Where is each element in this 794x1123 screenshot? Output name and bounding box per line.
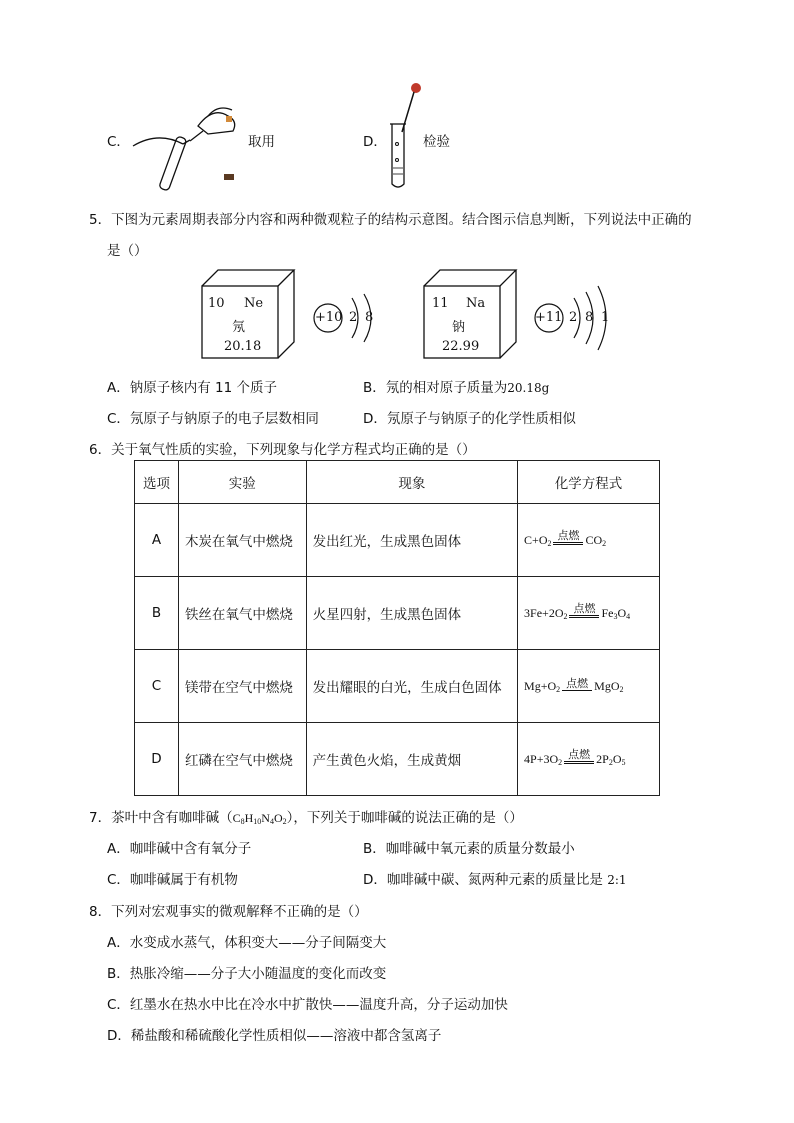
row-experiment: 铁丝在氧气中燃烧: [178, 577, 306, 650]
na-shell-3: 1: [601, 310, 610, 325]
row-equation: C+O $_2$ 点燃 CO $_2$: [518, 504, 660, 577]
row-option: C: [135, 650, 179, 723]
na-atomic-number: 11: [432, 296, 449, 311]
pouring-solid-illustration: [128, 96, 248, 192]
na-atomic-mass: 22.99: [442, 339, 480, 354]
q6-stem: 6．关于氧气性质的实验，下列现象与化学方程式均正确的是（）: [89, 442, 476, 458]
header-option: 选项: [135, 461, 179, 504]
table-row: [135, 650, 660, 723]
ne-name: 氖: [232, 320, 246, 335]
row-equation: 3Fe+2O $_2$ 点燃 Fe $_3$ O $_4$: [518, 577, 660, 650]
q5-option-c: C．氖原子与钠原子的电子层数相同: [107, 411, 319, 427]
q5-option-a: A．钠原子核内有 11 个质子: [107, 380, 277, 396]
table-row: [135, 504, 660, 577]
ne-atomic-mass: 20.18: [224, 339, 262, 354]
q7-option-c: C．咖啡碱属于有机物: [107, 872, 238, 888]
q7-option-b: B．咖啡碱中氧元素的质量分数最小: [363, 841, 575, 857]
q4-option-d-letter: D．: [363, 134, 387, 150]
row-option: D: [135, 723, 179, 796]
q5-option-b: B．氖的相对原子质量为20.18g: [363, 380, 550, 396]
table-header-row: [135, 461, 660, 504]
row-experiment: 镁带在空气中燃烧: [178, 650, 306, 723]
row-option: B: [135, 577, 179, 650]
row-experiment: 红磷在空气中燃烧: [178, 723, 306, 796]
row-phenomenon: 发出红光，生成黑色固体: [306, 504, 517, 577]
row-equation: 4P+3O $_2$ 点燃 2P $_2$ O $_5$: [518, 723, 660, 796]
q7-option-a: A．咖啡碱中含有氧分子: [107, 841, 252, 857]
row-equation: Mg+O $_2$ 点燃 MgO $_2$: [518, 650, 660, 723]
na-nucleus: +11: [535, 310, 563, 325]
q4-option-c-text: 取用: [248, 134, 275, 150]
table-row: [135, 577, 660, 650]
row-phenomenon: 发出耀眼的白光，生成白色固体: [306, 650, 517, 723]
ne-nucleus: +10: [315, 310, 343, 325]
row-phenomenon: 产生黄色火焰，生成黄烟: [306, 723, 517, 796]
row-phenomenon: 火星四射，生成黑色固体: [306, 577, 517, 650]
q8-stem: 8．下列对宏观事实的微观解释不正确的是（）: [89, 904, 368, 920]
q4-option-c-letter: C．: [107, 134, 130, 150]
header-phenomenon: 现象: [306, 461, 517, 504]
q5-stem-line2: 是（）: [107, 243, 148, 259]
na-shell-1: 2: [569, 310, 578, 325]
table-row: [135, 723, 660, 796]
q8-option-b: B．热胀冷缩——分子大小随温度的变化而改变: [107, 966, 387, 982]
ne-atomic-number: 10: [208, 296, 225, 311]
q8-option-c: C．红墨水在热水中比在冷水中扩散快——温度升高，分子运动加快: [107, 997, 508, 1013]
q6-table: [134, 460, 660, 796]
header-experiment: 实验: [178, 461, 306, 504]
row-experiment: 木炭在氧气中燃烧: [178, 504, 306, 577]
q7-stem: 7．茶叶中含有咖啡碱（ C $_8$ H $_{10}$ N $_4$ O $_2$ ），下列关于咖啡碱的说法正确的是（）: [89, 810, 523, 826]
q4-option-d-text: 检验: [423, 134, 450, 150]
q5-option-d: D．氖原子与钠原子的化学性质相似: [363, 411, 576, 427]
q8-option-d: D．稀盐酸和稀硫酸化学性质相似——溶液中都含氢离子: [107, 1028, 442, 1044]
test-tube-dropper-illustration: [384, 80, 424, 192]
q5-stem-line1: 5．下图为元素周期表部分内容和两种微观粒子的结构示意图。结合图示信息判断，下列说法中正确的: [89, 212, 692, 228]
ne-shell-1: 2: [349, 310, 358, 325]
ne-shell-2: 8: [365, 310, 374, 325]
q7-option-d: D．咖啡碱中碳、氮两种元素的质量比是 2:1: [363, 872, 627, 888]
header-equation: 化学方程式: [518, 461, 660, 504]
na-name: 钠: [452, 320, 466, 335]
na-shell-2: 8: [585, 310, 594, 325]
na-symbol: Na: [466, 296, 486, 311]
ne-symbol: Ne: [244, 296, 264, 311]
row-option: A: [135, 504, 179, 577]
q8-option-a: A．水变成水蒸气，体积变大——分子间隔变大: [107, 935, 387, 951]
